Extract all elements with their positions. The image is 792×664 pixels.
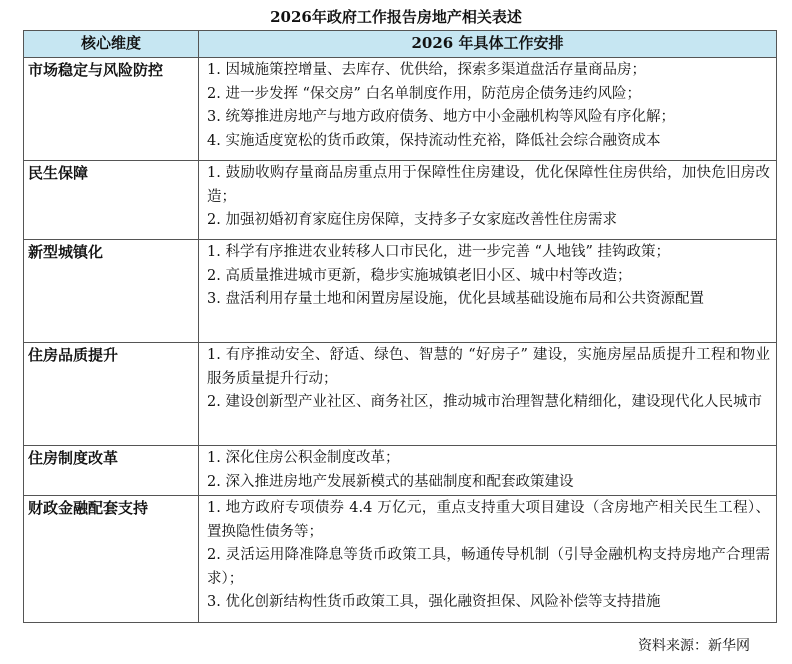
table-row [24,446,777,496]
row-category: 财政金融配套支持 [24,496,199,623]
table-title: 2026年政府工作报告房地产相关表述 [270,8,522,26]
list-item: 1. 鼓励收购存量商品房重点用于保障性住房建设，优化保障性住房供给，加快危旧房改造； [207,165,770,205]
row-category: 住房品质提升 [24,343,199,446]
header-core-dimension: 核心维度 [24,31,199,58]
table-row [24,496,777,623]
row-category: 民生保障 [24,161,199,240]
table-row [24,343,777,446]
list-item: 3. 统筹推进房地产与地方政府债务、地方中小金融机构等风险有序化解； [207,109,675,125]
policy-table [23,30,777,623]
table-row [24,240,777,343]
list-item: 1. 科学有序推进农业转移人口市民化，进一步完善 “人地钱” 挂钩政策； [207,244,670,260]
row-category: 新型城镇化 [24,240,199,343]
table-row [24,161,777,240]
list-item: 1. 地方政府专项债券 4.4 万亿元，重点支持重大项目建设（含房地产相关民生工程）、置换隐性债务等； [207,500,770,540]
table-body [24,58,777,623]
list-item: 3. 优化创新结构性货币政策工具，强化融资担保、风险补偿等支持措施 [207,594,661,610]
list-item: 2. 灵活运用降准降息等货币政策工具，畅通传导机制（引导金融机构支持房地产合理需求）； [207,547,770,587]
row-items [199,58,777,161]
list-item: 1. 深化住房公积金制度改革； [207,450,400,466]
header-row [24,31,777,58]
row-items [199,446,777,496]
row-items [199,161,777,240]
row-category: 住房制度改革 [24,446,199,496]
list-item: 2. 高质量推进城市更新，稳步实施城镇老旧小区、城中村等改造； [207,267,632,284]
list-item: 2. 进一步发挥 “保交房” 白名单制度作用，防范房企债务违约风险； [207,85,641,102]
row-items [199,496,777,623]
list-item: 2. 深入推进房地产发展新模式的基础制度和配套政策建设 [207,473,574,490]
list-item: 4. 实施适度宽松的货币政策，保持流动性充裕，降低社会综合融资成本 [207,132,661,149]
table-row [24,58,777,161]
header-work-arrangement: 2026 年具体工作安排 [199,31,777,58]
list-item: 2. 建设创新型产业社区、商务社区，推动城市治理智慧化精细化，建设现代化人民城市 [207,394,762,410]
row-items [199,240,777,343]
list-item: 1. 因城施策控增量、去库存、优供给，探索多渠道盘活存量商品房； [207,62,646,78]
list-item: 1. 有序推动安全、舒适、绿色、智慧的 “好房子” 建设，实施房屋品质提升工程和物业服务质量提升行动； [207,347,770,387]
source-note: 资料来源：新华网 [638,638,750,654]
row-items [199,343,777,446]
list-item: 3. 盘活利用存量土地和闲置房屋设施，优化县域基础设施布局和公共资源配置 [207,291,704,307]
list-item: 2. 加强初婚初育家庭住房保障，支持多子女家庭改善性住房需求 [207,212,617,228]
row-category: 市场稳定与风险防控 [24,58,199,161]
